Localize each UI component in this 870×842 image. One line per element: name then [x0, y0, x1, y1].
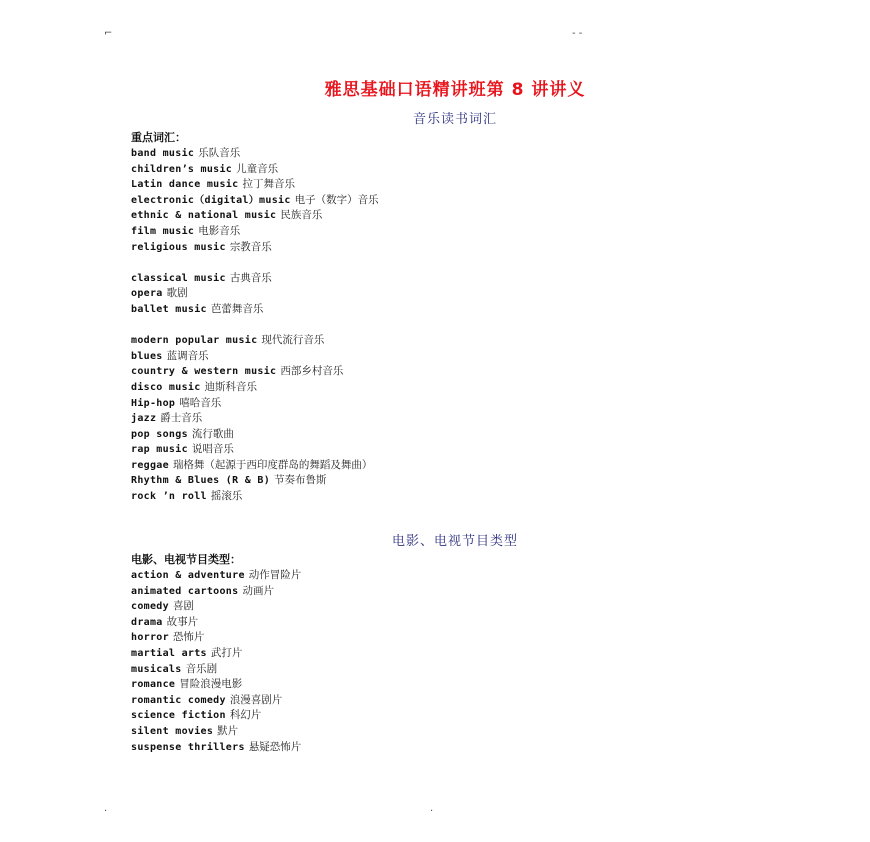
- chinese-meaning: 民族音乐: [280, 209, 323, 222]
- english-term: romance: [131, 679, 176, 691]
- chinese-meaning: 电子（数字）音乐: [294, 193, 379, 206]
- corner-mark-top-left: ⌐: [104, 28, 113, 39]
- vocabulary-entry: [131, 708, 301, 724]
- document-title: 雅思基础口语精讲班第 8 讲讲义: [324, 80, 586, 100]
- vocabulary-entry: [131, 380, 379, 396]
- vocabulary-entry: [131, 364, 379, 380]
- english-term: rock ’n roll: [131, 491, 207, 503]
- vocabulary-entry: [131, 662, 301, 678]
- chinese-meaning: 宗教音乐: [229, 240, 272, 253]
- chinese-meaning: 流行歌曲: [191, 427, 234, 440]
- vocabulary-entry: [131, 396, 379, 412]
- vocabulary-entry: [131, 458, 379, 474]
- english-term: rap music: [131, 444, 188, 456]
- chinese-meaning: 电影音乐: [198, 224, 241, 237]
- chinese-meaning: 乐队音乐: [198, 147, 241, 159]
- english-term: drama: [131, 616, 163, 628]
- chinese-meaning: 冒险浪漫电影: [179, 678, 243, 691]
- film-section-heading: 电影、电视节目类型: [391, 534, 518, 549]
- vocabulary-entry: [131, 146, 379, 162]
- vocabulary-entry: [131, 427, 379, 443]
- vocabulary-entry: [131, 302, 379, 318]
- vocabulary-entry: [131, 599, 301, 615]
- english-term: action & adventure: [131, 570, 245, 581]
- english-term: pop songs: [131, 428, 188, 440]
- music-vocabulary-block: [131, 130, 379, 505]
- english-term: musicals: [131, 663, 182, 675]
- vocabulary-entry: [131, 615, 301, 631]
- film-vocabulary-list: [131, 568, 301, 755]
- chinese-meaning: 默片: [217, 724, 239, 737]
- english-term: disco music: [131, 381, 201, 393]
- chinese-meaning: 瑞格舞（起源于西印度群岛的舞蹈及舞曲）: [172, 458, 373, 471]
- vocabulary-entry: [131, 442, 379, 458]
- chinese-meaning: 科幻片: [229, 709, 262, 722]
- chinese-meaning: 节奏布鲁斯: [274, 474, 327, 487]
- english-term: opera: [131, 288, 163, 300]
- english-term: ballet music: [131, 303, 207, 315]
- english-term: electronic（digital）music: [131, 194, 291, 206]
- vocabulary-entry: [131, 630, 301, 646]
- vocabulary-entry: [131, 740, 301, 756]
- english-term: suspense thrillers: [131, 741, 245, 753]
- english-term: country & western music: [131, 366, 277, 378]
- vocabulary-entry: [131, 489, 379, 505]
- chinese-meaning: 儿童音乐: [236, 162, 279, 175]
- vocabulary-entry: [131, 208, 379, 224]
- vocabulary-entry: [131, 646, 301, 662]
- vocabulary-entry: [131, 724, 301, 740]
- english-term: children’s music: [131, 163, 233, 175]
- chinese-meaning: 芭蕾舞音乐: [210, 302, 264, 315]
- music-section-heading: 音乐读书词汇: [412, 112, 497, 127]
- vocabulary-entry: [131, 193, 379, 209]
- chinese-meaning: 武打片: [210, 646, 243, 659]
- chinese-meaning: 西部乡村音乐: [280, 365, 344, 378]
- chinese-meaning: 说唱音乐: [191, 443, 234, 456]
- chinese-meaning: 动作冒险片: [248, 569, 302, 581]
- english-term: Hip-hop: [131, 397, 176, 409]
- corner-mark-top-right: ‐ ‐: [572, 28, 583, 39]
- vocabulary-entry: [131, 333, 379, 349]
- english-term: ethnic & national music: [131, 210, 277, 222]
- vocabulary-entry: [131, 240, 379, 256]
- english-term: modern popular music: [131, 335, 258, 347]
- english-term: reggae: [131, 459, 169, 471]
- corner-mark-bottom-left: ·: [104, 806, 108, 817]
- english-term: science fiction: [131, 710, 226, 722]
- english-term: romantic comedy: [131, 694, 226, 706]
- vocabulary-entry: [131, 677, 301, 693]
- chinese-meaning: 浪漫喜剧片: [229, 693, 283, 706]
- vocabulary-entry: [131, 271, 379, 287]
- film-vocabulary-block: [131, 552, 301, 755]
- corner-mark-bottom-center: ·: [430, 806, 434, 817]
- vocabulary-entry: [131, 349, 379, 365]
- english-term: Rhythm & Blues (R & B): [131, 475, 271, 487]
- chinese-meaning: 动画片: [242, 584, 274, 597]
- english-term: horror: [131, 632, 169, 644]
- music-vocabulary-list: [131, 146, 379, 505]
- film-sub-label: 电影、电视节目类型：: [131, 553, 241, 566]
- english-term: Latin dance music: [131, 179, 239, 191]
- chinese-meaning: 蓝调音乐: [166, 349, 209, 362]
- chinese-meaning: 古典音乐: [229, 271, 272, 284]
- chinese-meaning: 音乐剧: [185, 662, 218, 675]
- english-term: jazz: [131, 413, 157, 425]
- english-term: religious music: [131, 241, 226, 253]
- vocabulary-entry: [131, 473, 379, 489]
- vocabulary-entry: [131, 162, 379, 178]
- chinese-meaning: 喜剧: [172, 600, 194, 613]
- english-term: martial arts: [131, 647, 207, 659]
- group-spacer: [131, 318, 379, 334]
- chinese-meaning: 迪斯科音乐: [204, 380, 258, 393]
- vocabulary-entry: [131, 693, 301, 709]
- music-sub-label: 重点词汇：: [131, 131, 186, 144]
- chinese-meaning: 现代流行音乐: [261, 334, 325, 347]
- chinese-meaning: 歌剧: [166, 287, 188, 300]
- chinese-meaning: 摇滚乐: [210, 490, 243, 503]
- chinese-meaning: 故事片: [166, 615, 199, 628]
- vocabulary-entry: [131, 224, 379, 240]
- vocabulary-entry: [131, 286, 379, 302]
- chinese-meaning: 恐怖片: [172, 631, 205, 644]
- vocabulary-entry: [131, 177, 379, 193]
- chinese-meaning: 悬疑恐怖片: [248, 740, 302, 753]
- group-spacer: [131, 255, 379, 271]
- english-term: blues: [131, 350, 163, 362]
- vocabulary-entry: [131, 411, 379, 427]
- english-term: animated cartoons: [131, 585, 239, 597]
- english-term: film music: [131, 225, 195, 237]
- english-term: classical music: [131, 272, 226, 284]
- chinese-meaning: 爵士音乐: [160, 412, 203, 425]
- vocabulary-entry: [131, 568, 301, 584]
- chinese-meaning: 拉丁舞音乐: [242, 178, 295, 191]
- chinese-meaning: 嘻哈音乐: [179, 396, 222, 409]
- english-term: comedy: [131, 601, 169, 613]
- english-term: band music: [131, 148, 195, 159]
- english-term: silent movies: [131, 725, 214, 737]
- vocabulary-entry: [131, 584, 301, 600]
